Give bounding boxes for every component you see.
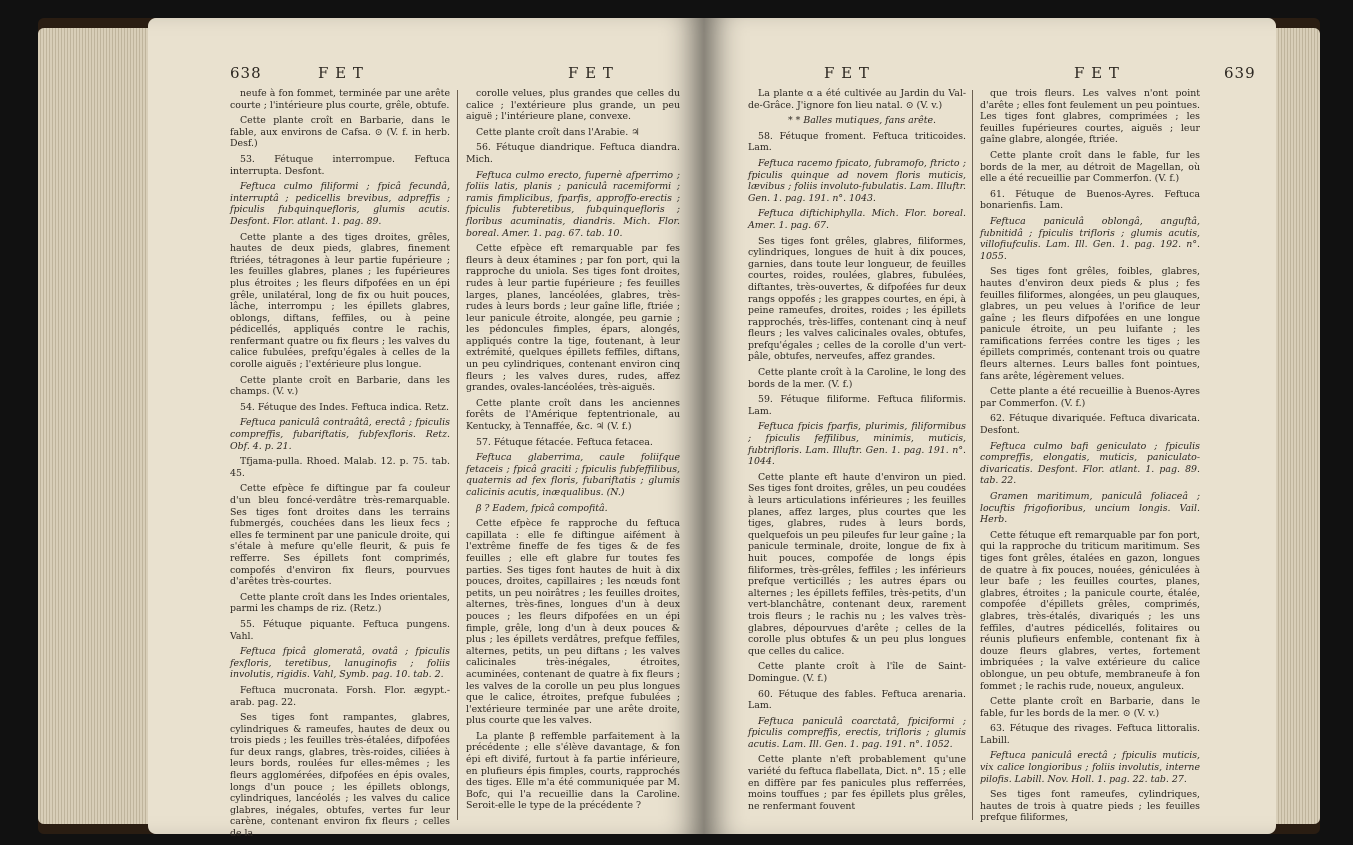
paragraph: Cette plante n'eft probablement qu'une variété du feftuca flabellata, Dict. n°. 15 ; elle en diffère par fes panicules plus refferrées, moins touffues ; par fes épillets plus grêles, ne renfermant fouvent [748, 754, 966, 812]
page-edges-left [38, 28, 148, 824]
paragraph: La plante β reffemble parfaitement à la précédente ; elle s'élève davantage, & fon épi eft divifé, furtout à fa partie inférieure, en plufieurs épis fimples, courts, rapprochés des tiges. Elle m'a été communiquée par M. Bofc, qui l'a recueillie dans la Caroline. Seroit-elle le type de la précédente ? [466, 730, 680, 812]
page-edges-right [1276, 28, 1320, 824]
running-head-right-a: F E T [824, 64, 870, 82]
paragraph: Feftuca diftichiphylla. Mich. Flor. boreal. Amer. 1. pag. 67. [748, 208, 966, 231]
paragraph: β ? Eadem, fpicâ compofitâ. [476, 502, 608, 514]
paragraph: Feftuca culmo bafi geniculato ; fpiculis compreffis, elongatis, muticis, paniculato-divaricatis. Desfont. Flor. atlant. 1. pag. 89. tab. 22. [980, 440, 1200, 487]
running-head-left-a: F E T [318, 64, 364, 82]
left-page-column-2 [466, 88, 680, 823]
paragraph: Feftuca paniculâ coarctatâ, fpiciformi ; fpiculis compreffis, erectis, trifloris ; glumis acutis. Lam. Ill. Gen. 1. pag. 191. n°. 1052. [748, 715, 966, 750]
entry-heading: 58. Fétuque froment. Feftuca triticoides. Lam. [748, 130, 966, 154]
paragraph: Feftuca culmo erecto, fupernè afperrimo ; foliis latis, planis ; paniculâ racemiformi ; ramis fimplicibus, fparfis, approffo-erectis ; fpiculis fubteretibus, fubquinquefloris ; floribus acuminatis, diandris. Mich. Flor. boreal. Amer. 1. pag. 67. tab. 10. [466, 169, 680, 239]
column-divider [972, 90, 973, 820]
paragraph: Cette plante eft haute d'environ un pied. Ses tiges font droites, grêles, un peu coudées à leurs articulations inférieures ; les feuilles planes, affez larges, plus courtes que les tiges, glabres, rudes à leurs bords, quelquefois un peu pileufes fur leur gaîne ; la panicule terminale, droite, longue de fix à huit pouces, compofée de longs épis filiformes, très-grêles, feffiles ; les inférieurs prefque verticillés ; les autres épars ou alternes ; les épillets feffiles, très-petits, d'un vert-blanchâtre, contenant deux, rarement trois fleurs ; le rachis nu ; les valves très-glabres, dépourvues d'arête ; celles de la corolle plus obtufes & un peu plus longues que celles du calice. [748, 471, 966, 657]
right-page-column-1 [748, 88, 966, 823]
entry-heading: 61. Fétuque de Buenos-Ayres. Feftuca bonarienfis. Lam. [980, 188, 1200, 212]
paragraph: Cette plante croît à la Caroline, le long des bords de la mer. (V. f.) [748, 367, 966, 390]
running-head-right-b: F E T [1074, 64, 1120, 82]
entry-heading: 54. Fétuque des Indes. Feftuca indica. Retz. [240, 401, 449, 413]
paragraph: Feftuca glaberrima, caule foliifque fetaceis ; fpicâ graciti ; fpiculis fubfeffilibus, quaternis ad fex floris, fubariftatis ; glumis calicinis acutis, inæqualibus. (N.) [466, 452, 680, 498]
entry-heading: 55. Fétuque piquante. Feftuca pungens. Vahl. [230, 618, 450, 642]
paragraph: Cette plante a des tiges droites, grêles, hautes de deux pieds, glabres, finement ftriées, tétragones à leur partie fupérieure ; les feuilles glabres, planes ; les fupérieures plus étroites ; les fleurs difpofées en un épi grêle, unilatéral, long de fix ou huit pouces, lâche, interrompu ; les épillets glabres, oblongs, diftans, feffiles, ou à peine pédicellés, appliqués contre le rachis, renfermant quatre ou fix fleurs ; les valves du calice fubulées, prefqu'égales à celles de la corolle aiguës ; l'extérieure plus longue. [230, 231, 450, 371]
column-divider [457, 90, 458, 820]
paragraph: Feftuca fpicâ glomeratâ, ovatâ ; fpiculis fexfloris, teretibus, lanuginofis ; foliis involutis, rigidis. Vahl, Symb. pag. 10. tab. 2. [230, 646, 450, 681]
paragraph: Cette plante croît en Barbarie, dans les champs. (V. v.) [230, 374, 450, 398]
left-page-column-1 [230, 88, 450, 840]
paragraph: Cette plante croît dans les anciennes forêts de l'Amérique feptentrionale, au Kentucky, à Tennaffée, &c. ♃ (V. f.) [466, 397, 680, 433]
page-number-left: 638 [230, 64, 262, 82]
paragraph: Gramen maritimum, paniculâ foliaceâ ; locuftis frigofioribus, uncium longis. Vail. Herb. [980, 491, 1200, 526]
paragraph: que trois fleurs. Les valves n'ont point d'arête ; elles font feulement un peu pointues. Les tiges font glabres, comprimées ; les feuilles fupérieures courtes, aiguës ; leur gaîne glabre, alongée, ftriée. [980, 88, 1200, 146]
paragraph: Feftuca paniculâ erectâ ; fpiculis muticis, vix calice longioribus ; foliis involutis, interne pilofis. Labill. Nov. Holl. 1. pag. 22. tab. 27. [980, 750, 1200, 785]
open-book [38, 18, 1320, 840]
entry-heading: 56. Fétuque diandrique. Feftuca diandra. Mich. [466, 142, 680, 165]
paragraph: Feftuca paniculâ contraâtâ, erectâ ; fpiculis compreffis, fubariftatis, fubfexfloris. Retz. Obf. 4. p. 21. [230, 417, 450, 452]
paragraph: Cette plante croît dans l'Arabie. ♃ [476, 126, 640, 138]
paragraph: Cette plante croît en Barbarie, dans le fable, fur les bords de la mer. ⊙ (V. v.) [980, 696, 1200, 719]
paragraph: Cette plante croît à l'île de Saint-Domingue. (V. f.) [748, 661, 966, 684]
paragraph: Cette plante croît dans les Indes orientales, parmi les champs de riz. (Retz.) [230, 591, 450, 615]
right-page [704, 18, 1276, 834]
paragraph: Cette efpèce fe rapproche du feftuca capillata : elle fe diftingue aifément à l'extrême fineffe de fes tiges & de fes feuilles ; elle eft glabre fur toutes fes parties. Ses tiges font hautes de huit à dix pouces, droites, capillaires ; les nœuds font petits, un peu noirâtres ; les feuilles droites, alternes, très-fines, longues d'un à deux pouces ; les fleurs difpofées en un épi fimple, grêle, long d'un à deux pouces & plus ; les épillets verdâtres, prefque feffiles, alternes, petits, un peu diftans ; les valves calicinales très-inégales, étroites, acuminées, contenant de quatre à fix fleurs ; les valves de la corolle un peu plus longues que le calice, étroites, prefque fubulées ; l'extérieure terminée par une arête droite, plus courte que les valves. [466, 518, 680, 727]
paragraph: Cette fétuque eft remarquable par fon port, qui la rapproche du triticum maritimum. Ses tiges font grêles, étalées en gazon, longues de quatre à fix pouces, nouées, géniculées à leur bafe ; les feuilles courtes, planes, glabres, étroites ; la panicule courte, étalée, compofée d'épillets grêles, comprimés, glabres, très-étalés, divariqués ; les uns feffiles, d'autres pédicellés, folitaires ou réunis plufieurs enfemble, contenant fix à douze fleurs glabres, vertes, fortement imbriquées ; la valve extérieure du calice oblongue, un peu obtufe, membraneufe à fon fommet ; le rachis rude, noueux, anguleux. [980, 529, 1200, 692]
paragraph: Ses tiges font rameufes, cylindriques, hautes de trois à quatre pieds ; les feuilles prefque filiformes, [980, 789, 1200, 824]
paragraph: * * Balles mutiques, fans arête. [787, 115, 936, 127]
running-head-left-b: F E T [568, 64, 614, 82]
left-page [148, 18, 704, 840]
paragraph: Ses tiges font grêles, glabres, filiformes, cylindriques, longues de huit à dix pouces, garnies, dans toute leur longueur, de feuilles courtes, roides, roulées, glabres, fubulées, diftantes, très-ouvertes, & difpofées fur deux rangs oppofés ; les grappes courtes, en épi, à peine rameufes, droites, roides ; les épillets rapprochés, très-liffes, contenant cinq à neuf fleurs ; les valves calicinales ovales, obtufes, prefqu'égales ; celles de la corolle d'un vert-pâle, obtufes, nerveufes, affez grandes. [748, 235, 966, 363]
paragraph: Feftuca racemo fpicato, fubramofo, ftricto ; fpiculis quinque ad novem floris muticis, lævibus ; foliis involuto-fubulatis. Lam. Illuftr. Gen. 1. pag. 191. n°. 1043. [748, 157, 966, 204]
paragraph: Cette efpèce eft remarquable par fes fleurs à deux étamines ; par fon port, qui la rapproche du uniola. Ses tiges font droites, rudes à leur partie fupérieure ; fes feuilles larges, planes, lancéolées, glabres, très-rudes à leurs bords ; leur gaîne lifle, ftriée ; leur panicule étroite, alongée, peu garnie ; les pédoncules fimples, épars, alongés, appliqués contre la tige, foutenant, à leur extrémité, quelques épillets feffiles, diftans, un peu cylindriques, contenant environ cinq fleurs ; les valves dures, rudes, affez grandes, ovales-lancéolées, très-aiguës. [466, 243, 680, 394]
paragraph: neufe à fon fommet, terminée par une arête courte ; l'intérieure plus courte, grêle, obtufe. [230, 88, 450, 111]
paragraph: Feftuca mucronata. Forsh. Flor. ægypt.-arab. pag. 22. [230, 684, 450, 708]
paragraph: corolle velues, plus grandes que celles du calice ; l'extérieure plus grande, un peu aiguë ; l'intérieure plane, convexe. [466, 88, 680, 123]
paragraph: Feftuca paniculâ oblongâ, anguftâ, fubnitidâ ; fpiculis trifloris ; glumis acutis, villofiufculis. Lam. Ill. Gen. 1. pag. 192. n°. 1055. [980, 215, 1200, 262]
paragraph: Feftuca fpicis fparfis, plurimis, filiformibus ; fpiculis feffilibus, minimis, muticis, fubtrifloris. Lam. Illuftr. Gen. 1. pag. 191. n°. 1044. [748, 421, 966, 468]
right-page-column-2 [980, 88, 1200, 823]
paragraph: Cette plante croît dans le fable, fur les bords de la mer, au détroit de Magellan, où elle a été recueillie par Commerfon. (V. f.) [980, 149, 1200, 185]
entry-heading: 60. Fétuque des fables. Feftuca arenaria. Lam. [748, 688, 966, 712]
entry-heading: 63. Fétuque des rivages. Feftuca littoralis. Labill. [980, 723, 1200, 746]
paragraph: Feftuca culmo filiformi ; fpicâ fecundâ, interruptâ ; pedicellis brevibus, adpreffis ; fpiculis fubquinquefloris, glumis acutis. Desfont. Flor. atlant. 1. pag. 89. [230, 181, 450, 227]
entry-heading: 53. Fétuque interrompue. Feftuca interrupta. Desfont. [230, 153, 450, 177]
paragraph: La plante α a été cultivée au Jardin du Val-de-Grâce. J'ignore fon lieu natal. ⊙ (V. v.) [748, 88, 966, 111]
entry-heading: 57. Fétuque fétacée. Feftuca fetacea. [476, 436, 653, 448]
page-number-right: 639 [1224, 64, 1256, 82]
paragraph: Ses tiges font rampantes, glabres, cylindriques & rameufes, hautes de deux ou trois pieds ; les feuilles très-étalées, difpofées fur deux rangs, glabres, très-roides, ciliées à leurs bords, roulées fur elles-mêmes ; les fleurs agglomérées, difpofées en épis ovales, longs d'un pouce ; les épillets oblongs, cylindriques, lancéolés ; les valves du calice glabres, inégales, obtufes, vertes fur leur carène, contenant environ fix fleurs ; celles de la [230, 712, 450, 840]
paragraph: Ses tiges font grêles, foibles, glabres, hautes d'environ deux pieds & plus ; fes feuilles filiformes, alongées, un peu glauques, glabres, un peu velues à l'orifice de leur gaîne ; les fleurs difpofées en une longue panicule étroite, un peu luifante ; les ramifications ferrées contre les tiges ; les épillets comprimés, contenant trois ou quatre fleurs alternes. Leurs balles font pointues, fans arête, légèrement velues. [980, 266, 1200, 382]
paragraph: Cette plante croît en Barbarie, dans le fable, aux environs de Cafsa. ⊙ (V. f. in herb. Desf.) [230, 115, 450, 150]
paragraph: Tfjama-pulla. Rhoed. Malab. 12. p. 75. tab. 45. [230, 456, 450, 479]
paragraph: Cette efpèce fe diftingue par fa couleur d'un bleu foncé-verdâtre très-remarquable. Ses tiges font droites dans les terrains fubmergés, couchées dans les lieux fecs ; elles fe terminent par une panicule droite, qui s'étale à mefure qu'elle fleurit, & puis fe refferre. Ses épillets font comprimés, compofés d'environ fix fleurs, pourvues d'arêtes très-courtes. [230, 483, 450, 588]
paragraph: Cette plante a été recueillie à Buenos-Ayres par Commerfon. (V. f.) [980, 386, 1200, 409]
entry-heading: 59. Fétuque filiforme. Feftuca filiformis. Lam. [748, 394, 966, 417]
entry-heading: 62. Fétuque divariquée. Feftuca divaricata. Desfont. [980, 413, 1200, 437]
